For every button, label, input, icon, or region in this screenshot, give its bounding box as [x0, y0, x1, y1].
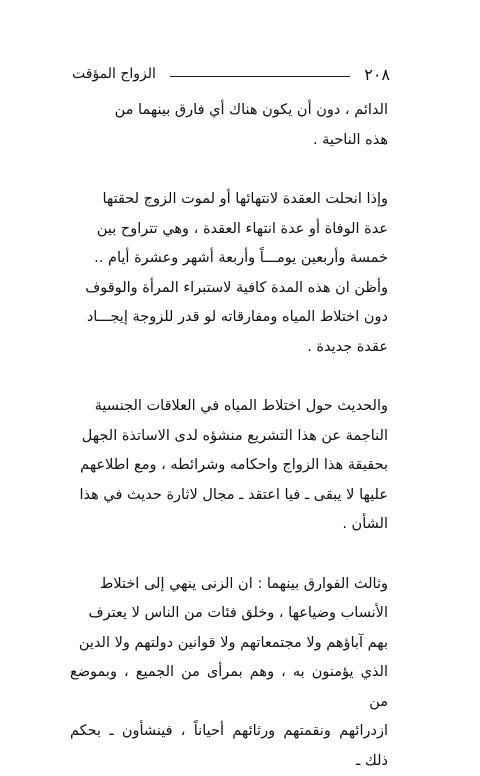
running-title: الزواج المؤقت — [72, 66, 156, 82]
paragraph-3: والحديث حول اختلاط المياه في العلاقات الجنسية الناجمة عن هذا التشريع منشؤه لدى الاساتذة الجهل بحقيقة هذا الزواج واحكامه وشرائطه ، ومع اطلاعهم عليها لا يبقى ـ فيا اعتقد ـ مجال لاثارة حديث في هذا الشأن . — [70, 392, 388, 540]
page-body — [70, 96, 388, 776]
page-number: ٢٠٨ — [364, 65, 390, 84]
paragraph-1: الدائم ، دون أن يكون هناك أي فارق بينهما من هذه الناحية . — [70, 96, 388, 155]
page-header — [72, 62, 390, 86]
paragraph-2: وإذا انحلت العقدة لانتهائها أو لموت الزوج لحقتها عدة الوفاة أو عدة انتهاء العقدة ، وهي تتراوح بين خمسة وأربعين يومـــاً وأربعة أشهر وعشرة أيام .. وأظن ان هذه المدة كافية لاستبراء المرأة والوقوف دون اختلاط المياه ومفارقاته لو قدر للزوجة إيجـــاد عقدة جديدة . — [70, 185, 388, 362]
header-rule — [170, 76, 350, 77]
paragraph-4: وثالث الفوارق بينهما : ان الزنى ينهي إلى اختلاط الأنساب وضياعها ، وخلق فئات من الناس لا يعترف بهم آباؤهم ولا مجتمعاتهم ولا قوانين دولتهم ولا الدين الذي يؤمنون به ، وهم بمرأى من الجميع ، وبموضع من ازدرائهم ونقمتهم ورثائهم أحياناً ، فينشأون ـ بحكم ذلك ـ — [70, 570, 388, 776]
